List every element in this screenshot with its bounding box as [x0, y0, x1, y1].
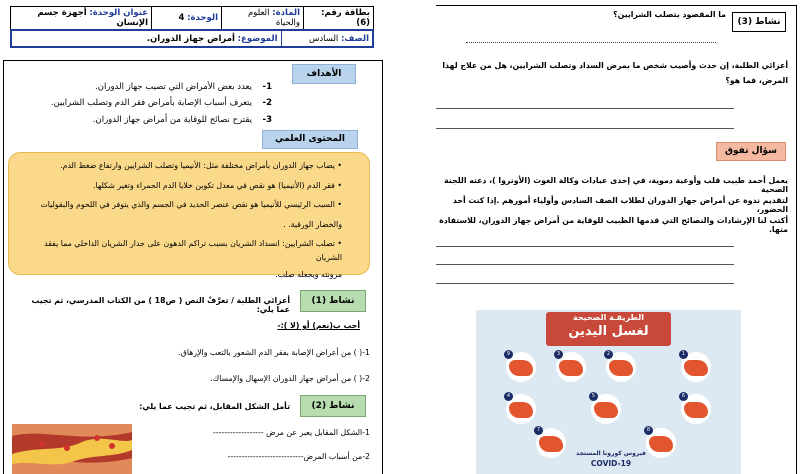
answer-line[interactable] [436, 246, 734, 247]
step-number: 1 [679, 350, 688, 359]
poster-title-1: الطريقـة الصحيحة [573, 313, 644, 322]
objective-item-1: 1- يعدد بعض الأمراض التي تصيب جهاز الدوران. [95, 82, 272, 92]
activity1-item-2: 2-( ) من أمراض جهاز الدوران الإسهال والإمساك. [210, 374, 370, 383]
activity2-intro: تأمل الشكل المقابل، ثم تجيب عما يلي: [139, 402, 290, 411]
unit-title-value: أجهزة جسم الإنسان [37, 8, 148, 28]
worksheet-page-1 [0, 0, 390, 474]
poster-footer-1: فيروس كورونا المستجد [576, 450, 646, 457]
answer-blank-2[interactable]: ( ) [353, 374, 363, 383]
content-item-1: • يصاب جهاز الدوران بأمراض مختلفة مثل: الأنيميا وتصلب الشرايين وارتفاع ضغط الدم. [60, 161, 342, 170]
answer-line[interactable] [436, 283, 734, 284]
topic-label: الموضوع: [237, 33, 278, 44]
card-header-table [10, 6, 374, 30]
grade-value: السادس [308, 33, 339, 44]
artery-illustration [12, 424, 132, 474]
objectives-label: الأهداف [292, 64, 356, 84]
activity1-label: نشاط (1) [300, 290, 366, 312]
step-number: 6 [679, 392, 688, 401]
answer-line[interactable] [436, 108, 734, 109]
excellence-text-1: يعمل أحمد طبيب قلب وأوعية دموية، في إحدى عيادات وكالة الغوث (الأونروا )، دعته اللجنة الصحية [444, 176, 788, 194]
unit-label: الوحدة: [187, 13, 218, 23]
topic-row [10, 29, 374, 48]
activity1-item-1: 1-( ) من أعراض الإصابة بفقر الدم الشعور بالتعب والإرهاق. [178, 348, 370, 357]
hand-icon [509, 402, 533, 418]
answer-line[interactable] [466, 42, 716, 43]
card-number: بطاقة رقم: (6) [304, 7, 374, 30]
step-number: 5 [589, 392, 598, 401]
activity3-label: نشاط (3) [732, 12, 786, 32]
content-item-2: • فقر الدم (الأنيميا) هو نقص في معدل تكوين خلايا الدم الحمراء وتغير شكلها. [93, 180, 342, 190]
activity1-intro: أعزائي الطلبة / تعرَّفْ النص ( ص18 ) من الكتاب المدرسي، ثم تجيب عما يلي: [31, 296, 290, 314]
hand-icon [684, 360, 708, 376]
page-gap [396, 0, 436, 474]
excellence-question-label: سؤال تفوق [716, 142, 786, 161]
activity2-label: نشاط (2) [300, 395, 366, 417]
hand-icon [649, 436, 673, 452]
activity2-item-1: 1-الشكل المقابل يعبر عن مرض ------------------ [212, 428, 370, 437]
poster-title-2: لغسل اليدين [568, 324, 649, 339]
handwashing-poster [476, 310, 741, 474]
content-item-3-cont: والخضار الورقية. . [283, 219, 342, 229]
grade-label: الصف: [340, 33, 369, 44]
content-item-4-cont: مرونته ويجعله صلب. [275, 270, 342, 279]
step-number: 9 [504, 350, 513, 359]
activity3-question-1: ما المقصود بتصلب الشرايين؟ [613, 10, 726, 19]
content-item-4: • تصلب الشرايين: انسداد الشريان بسبب تراكم الدهون على جدار الشريان الداخلي مما يفقد الشريان [44, 239, 342, 262]
step-number: 2 [604, 350, 613, 359]
step-number: 8 [644, 426, 653, 435]
excellence-text-2: لتقديم ندوة عن أمراض جهاز الدوران لطلاب الصف السادس وأولياء أمورهم .إذا كنت أحد الحضور، [452, 196, 788, 214]
unit-value: 4 [178, 13, 185, 23]
objective-item-2: 2- يتعرف أسباب الإصابة بأمراض فقر الدم وتصلب الشرايين. [50, 98, 272, 108]
activity2-item-2: 2-من أسباب المرض--------------------------- [227, 452, 370, 461]
answer-blank-1[interactable]: ( ) [353, 348, 363, 357]
hand-icon [539, 436, 563, 452]
content-list [22, 159, 342, 282]
content-item-3: • السبب الرئيسي للأنيميا هو نقص عنصر الحديد في الجسم والذي يتوفر في اللحوم والبقوليات [40, 200, 342, 209]
activity1-instruction: أجب ب(نعم) أو (لا ):- [277, 321, 360, 330]
poster-footer-2: COVID-19 [590, 459, 632, 468]
subject-value: العلوم والحياة [247, 8, 300, 28]
hand-icon [594, 402, 618, 418]
hand-icon [559, 360, 583, 376]
activity3-question-2: أعزائي الطلبة، إن حدث وأصيب شخص ما بمرض السداد وتصلب الشرايين، هل من علاج لهذا المرض، فما هو؟ [442, 61, 788, 85]
step-number: 4 [504, 392, 513, 401]
answer-line[interactable] [436, 128, 734, 129]
step-number: 7 [534, 426, 543, 435]
step-number: 3 [554, 350, 563, 359]
hand-icon [609, 360, 633, 376]
content-label: المحتوى العلمي [262, 130, 358, 149]
hand-icon [684, 402, 708, 418]
unit-title-label: عنوان الوحدة: [89, 8, 148, 18]
hand-icon [509, 360, 533, 376]
answer-line[interactable] [436, 264, 734, 265]
subject-label: المادة: [272, 8, 300, 18]
objective-item-3: 3- يقترح نصائح للوقاية من أمراض جهاز الدوران. [92, 115, 272, 125]
excellence-text-3: أكتب لنا الإرشادات والنصائح التي قدمها الطبيب للوقاية من أمراض جهاز الدوران، للاستفادة منها. [439, 216, 788, 234]
topic-value: أمراض جهاز الدوران. [146, 33, 235, 44]
